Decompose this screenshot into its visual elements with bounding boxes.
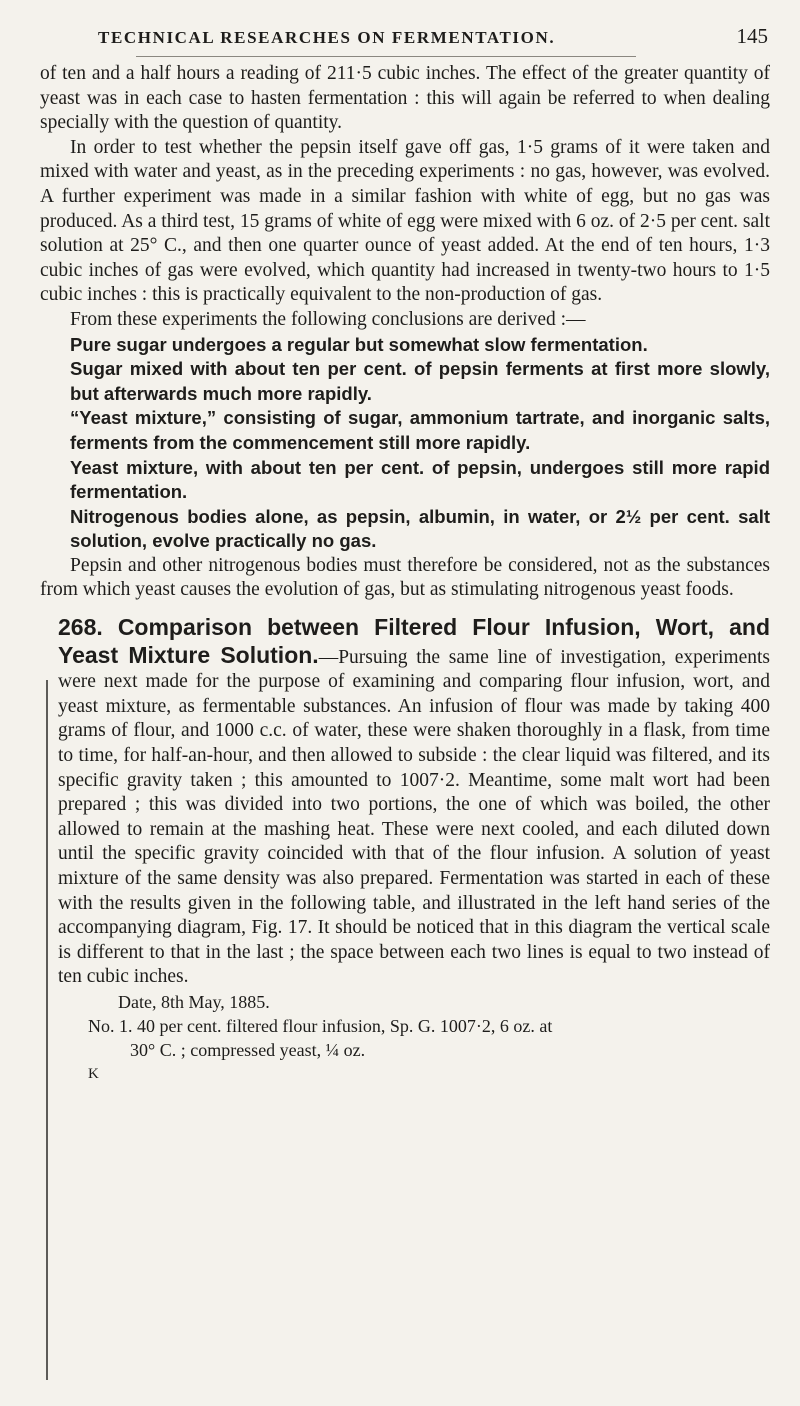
conclusion-item: Sugar mixed with about ten per cent. of pepsin ferments at first more slowly, but afterwards much more rapidly. — [70, 358, 770, 404]
date-line: Date, 8th May, 1885. — [118, 991, 270, 1012]
entry-line-1: No. 1. 40 per cent. filtered flour infusion, Sp. G. 1007·2, 6 oz. at — [88, 1015, 553, 1036]
paragraph-pepsin-summary: Pepsin and other nitrogenous bodies must therefore be considered, not as the substances from which yeast causes the evolution of gas, but as stimulating nitrogenous yeast foods. — [40, 554, 770, 601]
conclusion-item: “Yeast mixture,” consisting of sugar, ammonium tartrate, and inorganic salts, ferments from the commencement still more rapidly. — [70, 407, 770, 453]
paragraph-continued: of ten and a half hours a reading of 211·5 cubic inches. The effect of the greater quantity of yeast was in each case to hasten fermentation : this will again be referred to when dealing specially with the question of quantity. — [40, 63, 770, 134]
paragraph-pepsin-test: In order to test whether the pepsin itself gave off gas, 1·5 grams of it were taken and mixed with water and yeast, as in the preceding experiments : no gas, however, was evolved. A further experiment was made in a similar fashion with white of egg, but no gas was produced. As a third test, 15 grams of white of egg were mixed with 6 oz. of 2·5 per cent. salt solution at 25° C., and then one quarter ounce of yeast added. At the end of ten hours, 1·3 cubic inches of gas were evolved, which quantity had increased in twenty-two hours to 1·5 cubic inches : this is practically equivalent to the non-production of gas. — [40, 136, 770, 306]
conclusion-item: Yeast mixture, with about ten per cent. of pepsin, undergoes still more rapid fermentation. — [70, 456, 770, 503]
conclusion-item: Pure sugar undergoes a regular but somewhat slow fermentation. — [70, 333, 648, 355]
section-paragraph — [58, 615, 770, 990]
running-title: TECHNICAL RESEARCHES ON FERMENTATION. — [98, 28, 556, 47]
conclusions-list — [40, 333, 770, 554]
conclusion-item: Nitrogenous bodies alone, as pepsin, albumin, in water, or 2½ per cent. salt solution, evolve practically no gas. — [70, 505, 770, 552]
section-268 — [40, 615, 770, 990]
signature-mark: K — [88, 1065, 99, 1082]
book-page — [40, 0, 770, 1406]
header-rule — [136, 56, 636, 57]
entry-line-2: 30° C. ; compressed yeast, ¼ oz. — [130, 1039, 366, 1060]
section-body: —Pursuing the same line of investigation, experiments were next made for the purpose of examining and comparing flour infusion, wort, and yeast mixture, as fermentable substances. An infusion of flour was made by taking 400 grams of flour, and 1000 c.c. of water, these were shaken thoroughly in a flask, from time to time, for half-an-hour, and then allowed to subside : the clear liquid was filtered, and its specific gravity taken ; this amounted to 1007·2. Meantime, some malt wort had been prepared ; this was divided into two portions, the one of which was boiled, the other allowed to remain at the mashing heat. These were next cooled, and each diluted down until the specific gravity coincided with that of the flour infusion. A solution of yeast mixture of the same density was also prepared. Fermentation was started in each of these with the results given in the following table, and illustrated in the left hand series of the accompanying diagram, Fig. 17. It should be noticed that in this diagram the vertical scale is different to that in the last ; the space between each two lines is equal to two instead of ten cubic inches. — [58, 646, 770, 988]
section-heading: 268. Comparison between Filtered Flour Infusion, Wort, and Yeast Mixture Solution. — [58, 614, 770, 668]
paragraph-conclusions-intro: From these experiments the following conclusions are derived :— — [70, 308, 586, 330]
binding-edge-shadow — [46, 680, 48, 1380]
running-head — [40, 0, 770, 62]
page-number: 145 — [736, 24, 768, 48]
